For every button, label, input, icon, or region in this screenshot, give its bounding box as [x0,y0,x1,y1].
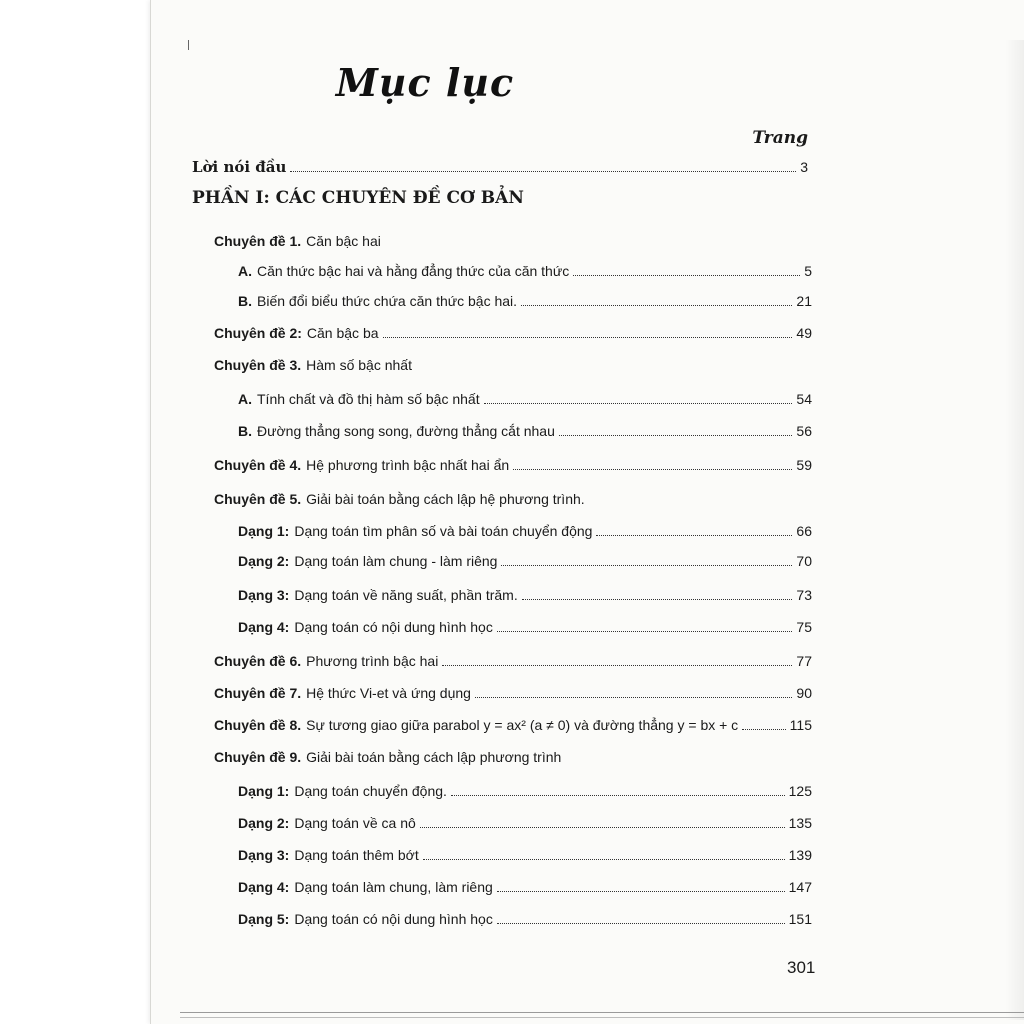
toc-entry [238,872,812,896]
toc-entry [214,710,812,734]
page-bottom-edge [180,1012,1024,1018]
toc-entry [214,450,812,474]
leader-dots [290,170,796,172]
toc-entry [214,350,812,374]
toc-entry-label: Chuyên đề 7. [214,685,302,701]
toc-entry-label: A. [238,391,252,407]
toc-entry-text: Dạng toán có nội dung hình học [294,619,493,635]
toc-entry-page: 49 [796,325,812,341]
toc-entry-text: Dạng toán làm chung, làm riêng [294,879,493,895]
toc-preface-page: 3 [800,159,808,175]
toc-entry-label: Dạng 2: [238,815,290,831]
part-heading: PHẦN I: CÁC CHUYÊN ĐỀ CƠ BẢN [192,188,524,208]
toc-entry [238,612,812,636]
toc-entry-label: Dạng 1: [238,783,290,799]
toc-entry [238,904,812,928]
toc-entry-text: Căn bậc hai [306,233,381,249]
toc-preface [192,152,808,176]
toc-entry-text: Dạng toán làm chung - làm riêng [294,553,498,569]
toc-entry [238,256,812,280]
toc-entry-label: Dạng 4: [238,879,290,895]
toc-entry-text: Dạng toán có nội dung hình học [294,911,493,927]
toc-entry-label: Dạng 5: [238,911,290,927]
toc-entry-text: Giải bài toán bằng cách lập hệ phương trình. [306,491,585,507]
toc-entry-text: Dạng toán tìm phân số và bài toán chuyển động [294,523,593,539]
leader-dots [475,696,792,698]
toc-entry-page: 75 [796,619,812,635]
leader-dots [497,922,785,924]
toc-entry-label: A. [238,263,252,279]
leader-dots [521,304,792,306]
toc-entry-page: 66 [796,523,812,539]
toc-entry-page: 115 [789,717,812,733]
toc-entry [238,546,812,570]
margin-mark [188,40,189,50]
toc-entry-page: 59 [796,457,812,473]
toc-entry-text: Dạng toán về ca nô [294,815,416,831]
toc-entry [238,416,812,440]
toc-entry [238,516,812,540]
toc-entry-label: Chuyên đề 2: [214,325,302,341]
toc-entry-label: Dạng 3: [238,847,290,863]
toc-entry-page: 21 [796,293,812,309]
toc-entry [238,840,812,864]
toc-entry-label: Dạng 3: [238,587,290,603]
toc-entry-text: Căn bậc ba [306,325,379,341]
toc-entry-label: Dạng 4: [238,619,290,635]
toc-entry [238,776,812,800]
toc-entry [214,226,812,250]
toc-entry [214,678,812,702]
toc-entry-page: 56 [796,423,812,439]
toc-entry [214,484,812,508]
leader-dots [423,858,785,860]
toc-entry-text: Giải bài toán bằng cách lập phương trình [306,749,562,765]
leader-dots [484,402,793,404]
toc-preface-text: Lời nói đầu [192,158,287,176]
toc-entry-text: Biến đổi biểu thức chứa căn thức bậc hai. [257,293,518,309]
toc-entry-page: 147 [788,879,812,895]
toc-entry-label: Chuyên đề 3. [214,357,302,373]
toc-entry-label: B. [238,423,252,439]
toc-entry-text: Dạng toán chuyển động. [294,783,447,799]
leader-dots [559,434,793,436]
leader-dots [442,664,792,666]
toc-entry [214,742,812,766]
toc-entry-page: 90 [796,685,812,701]
toc-entry-text: Dạng toán thêm bớt [294,847,419,863]
toc-entry-label: Dạng 2: [238,553,290,569]
toc-entry-page: 5 [804,263,812,279]
toc-entry [238,384,812,408]
toc-entry-text: Phương trình bậc hai [306,653,439,669]
page-edge-shadow [1005,40,1024,1020]
toc-entry-label: Dạng 1: [238,523,290,539]
toc-entry-label: Chuyên đề 9. [214,749,302,765]
leader-dots [501,564,792,566]
page-number: 301 [787,958,816,977]
toc-entry-label: Chuyên đề 8. [214,717,302,733]
toc-entry-text: Đường thẳng song song, đường thẳng cắt nhau [257,423,555,439]
toc-entry-label: B. [238,293,252,309]
toc-entry-text: Hệ thức Vi-et và ứng dụng [306,685,471,701]
toc-entry [214,646,812,670]
leader-dots [497,890,785,892]
toc-entry-text: Hàm số bậc nhất [306,357,412,373]
toc-entry-label: Chuyên đề 1. [214,233,302,249]
toc-entry-page: 135 [788,815,812,831]
leader-dots [497,630,793,632]
leader-dots [513,468,792,470]
toc-entry-page: 70 [796,553,812,569]
leader-dots [522,598,793,600]
toc-entry [238,580,812,604]
leader-dots [420,826,785,828]
page-column-label: Trang [752,128,808,148]
toc-entry-page: 139 [788,847,812,863]
toc-entry [238,808,812,832]
toc-entry-label: Chuyên đề 6. [214,653,302,669]
toc-entry-text: Căn thức bậc hai và hằng đẳng thức của căn thức [257,263,570,279]
toc-entry-text: Tính chất và đồ thị hàm số bậc nhất [257,391,480,407]
leader-dots [451,794,785,796]
toc-entry-text: Sự tương giao giữa parabol y = ax² (a ≠ 0) và đường thẳng y = bx + c [306,717,739,733]
toc-entry [214,318,812,342]
toc-entry-text: Hệ phương trình bậc nhất hai ẩn [306,457,510,473]
leader-dots [383,336,793,338]
leader-dots [596,534,792,536]
toc-entry-page: 77 [796,653,812,669]
leader-dots [742,728,785,730]
page-title: Mục lục [335,60,515,105]
toc-entry-page: 151 [788,911,812,927]
toc-entry-page: 54 [796,391,812,407]
toc-entry-label: Chuyên đề 5. [214,491,302,507]
toc-entry [238,286,812,310]
toc-entry-label: Chuyên đề 4. [214,457,302,473]
toc-entry-text: Dạng toán về năng suất, phần trăm. [294,587,518,603]
toc-entry-page: 125 [788,783,812,799]
leader-dots [573,274,800,276]
toc-entry-page: 73 [796,587,812,603]
